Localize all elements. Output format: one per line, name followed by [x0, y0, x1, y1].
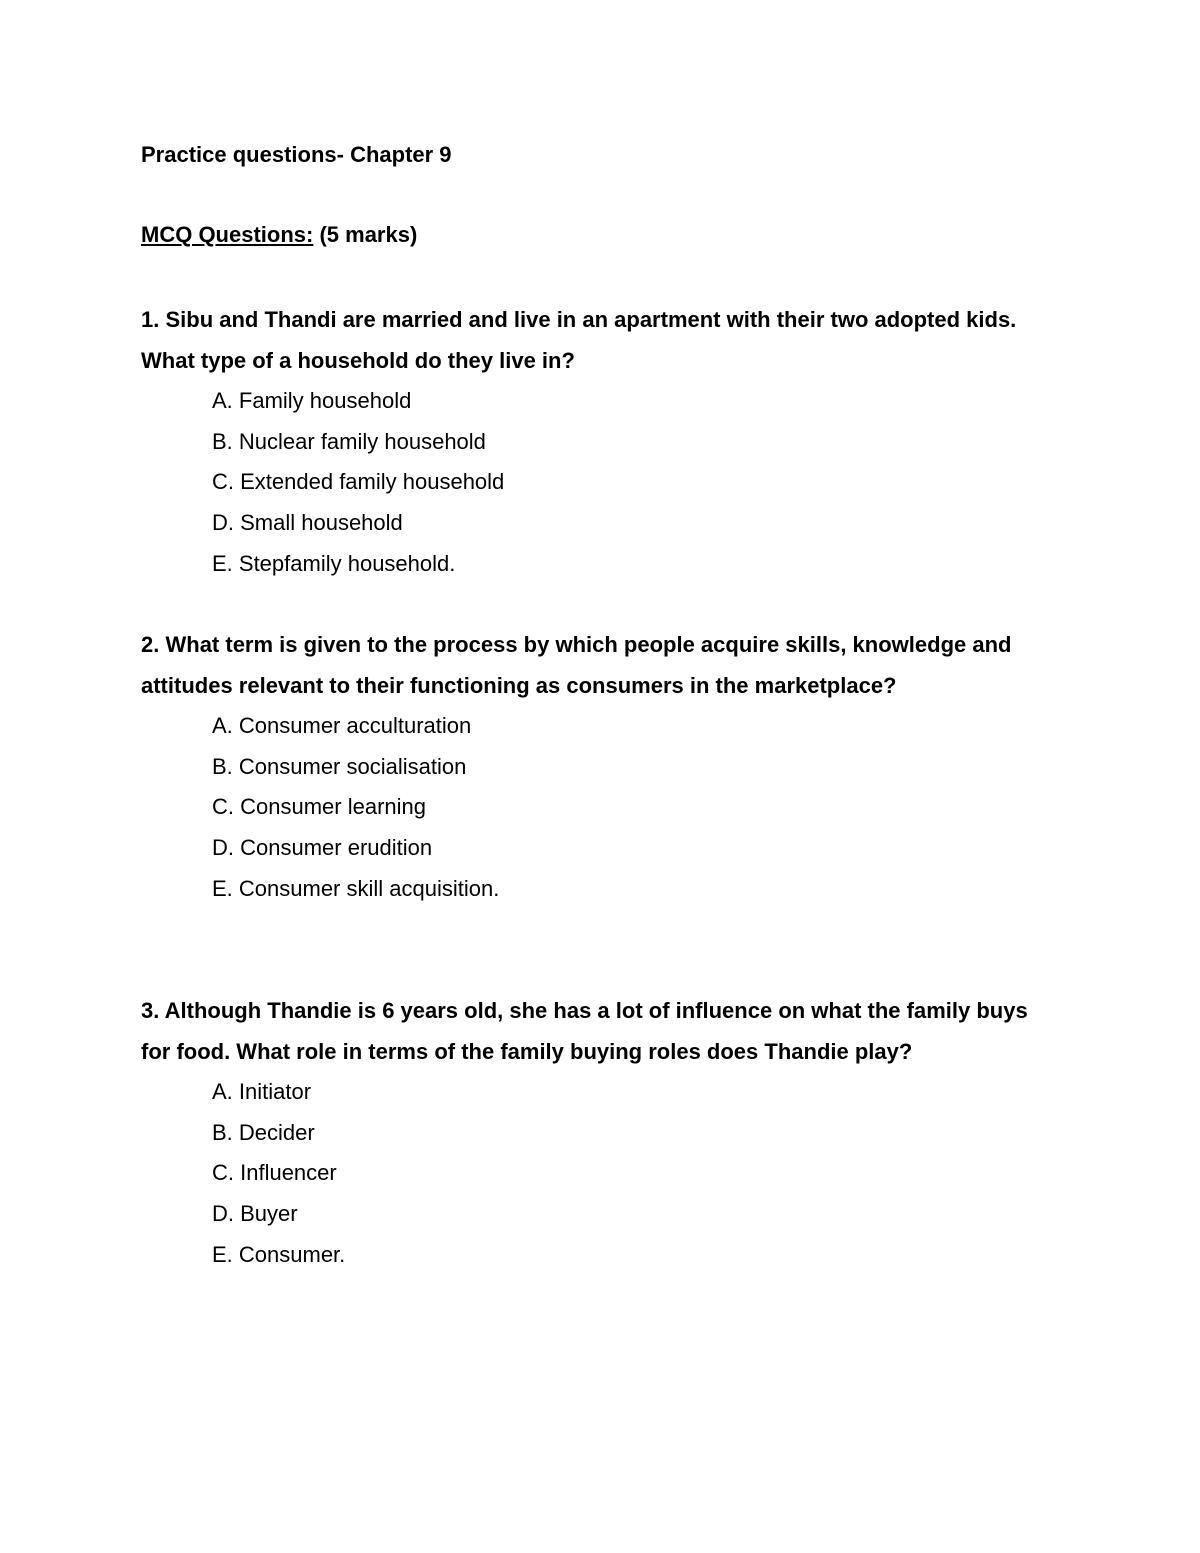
question-number: 2.: [141, 632, 160, 657]
question-3: [141, 990, 1041, 1275]
answer-option: E. Consumer skill acquisition.: [212, 875, 500, 901]
question-2: [141, 624, 1041, 909]
answer-option: C. Consumer learning: [212, 794, 426, 820]
question-text: [141, 299, 1041, 381]
section-marks: (5 marks): [313, 222, 418, 247]
question-body: Sibu and Thandi are married and live in an apartment with their two adopted kids. What type of a household do they live in?: [141, 307, 1017, 373]
answer-option: A. Consumer acculturation: [212, 713, 472, 738]
section-heading-label: MCQ Questions:: [141, 222, 314, 247]
answer-option: E. Stepfamily household.: [212, 550, 456, 576]
answer-option: C. Influencer: [212, 1160, 337, 1186]
answer-options: [141, 706, 1041, 909]
answer-options: [141, 381, 1041, 584]
answer-option: C. Extended family household: [212, 469, 505, 495]
title-text: Practice questions- Chapter 9: [141, 142, 452, 167]
question-body: Although Thandie is 6 years old, she has a lot of influence on what the family buys for food. What role in terms of the family buying roles does Thandie play?: [141, 998, 1028, 1064]
question-number: 1.: [141, 307, 160, 332]
answer-option: D. Buyer: [212, 1201, 298, 1227]
answer-option: B. Consumer socialisation: [212, 753, 467, 779]
answer-option: B. Decider: [212, 1119, 315, 1145]
answer-option: D. Consumer erudition: [212, 835, 433, 861]
question-body: What term is given to the process by which people acquire skills, knowledge and attitudes relevant to their functioning as consumers in the marketplace?: [141, 632, 1012, 698]
question-text: [141, 990, 1041, 1072]
answer-option: D. Small household: [212, 510, 403, 536]
question-number: 3.: [141, 998, 160, 1023]
answer-option: A. Initiator: [212, 1079, 312, 1104]
answer-options: [141, 1072, 1041, 1275]
page-title: [141, 142, 1041, 168]
question-1: [141, 299, 1041, 584]
section-heading: [141, 222, 1041, 248]
answer-option: B. Nuclear family household: [212, 428, 486, 454]
answer-option: A. Family household: [212, 388, 412, 413]
question-text: [141, 624, 1041, 706]
answer-option: E. Consumer.: [212, 1241, 346, 1267]
